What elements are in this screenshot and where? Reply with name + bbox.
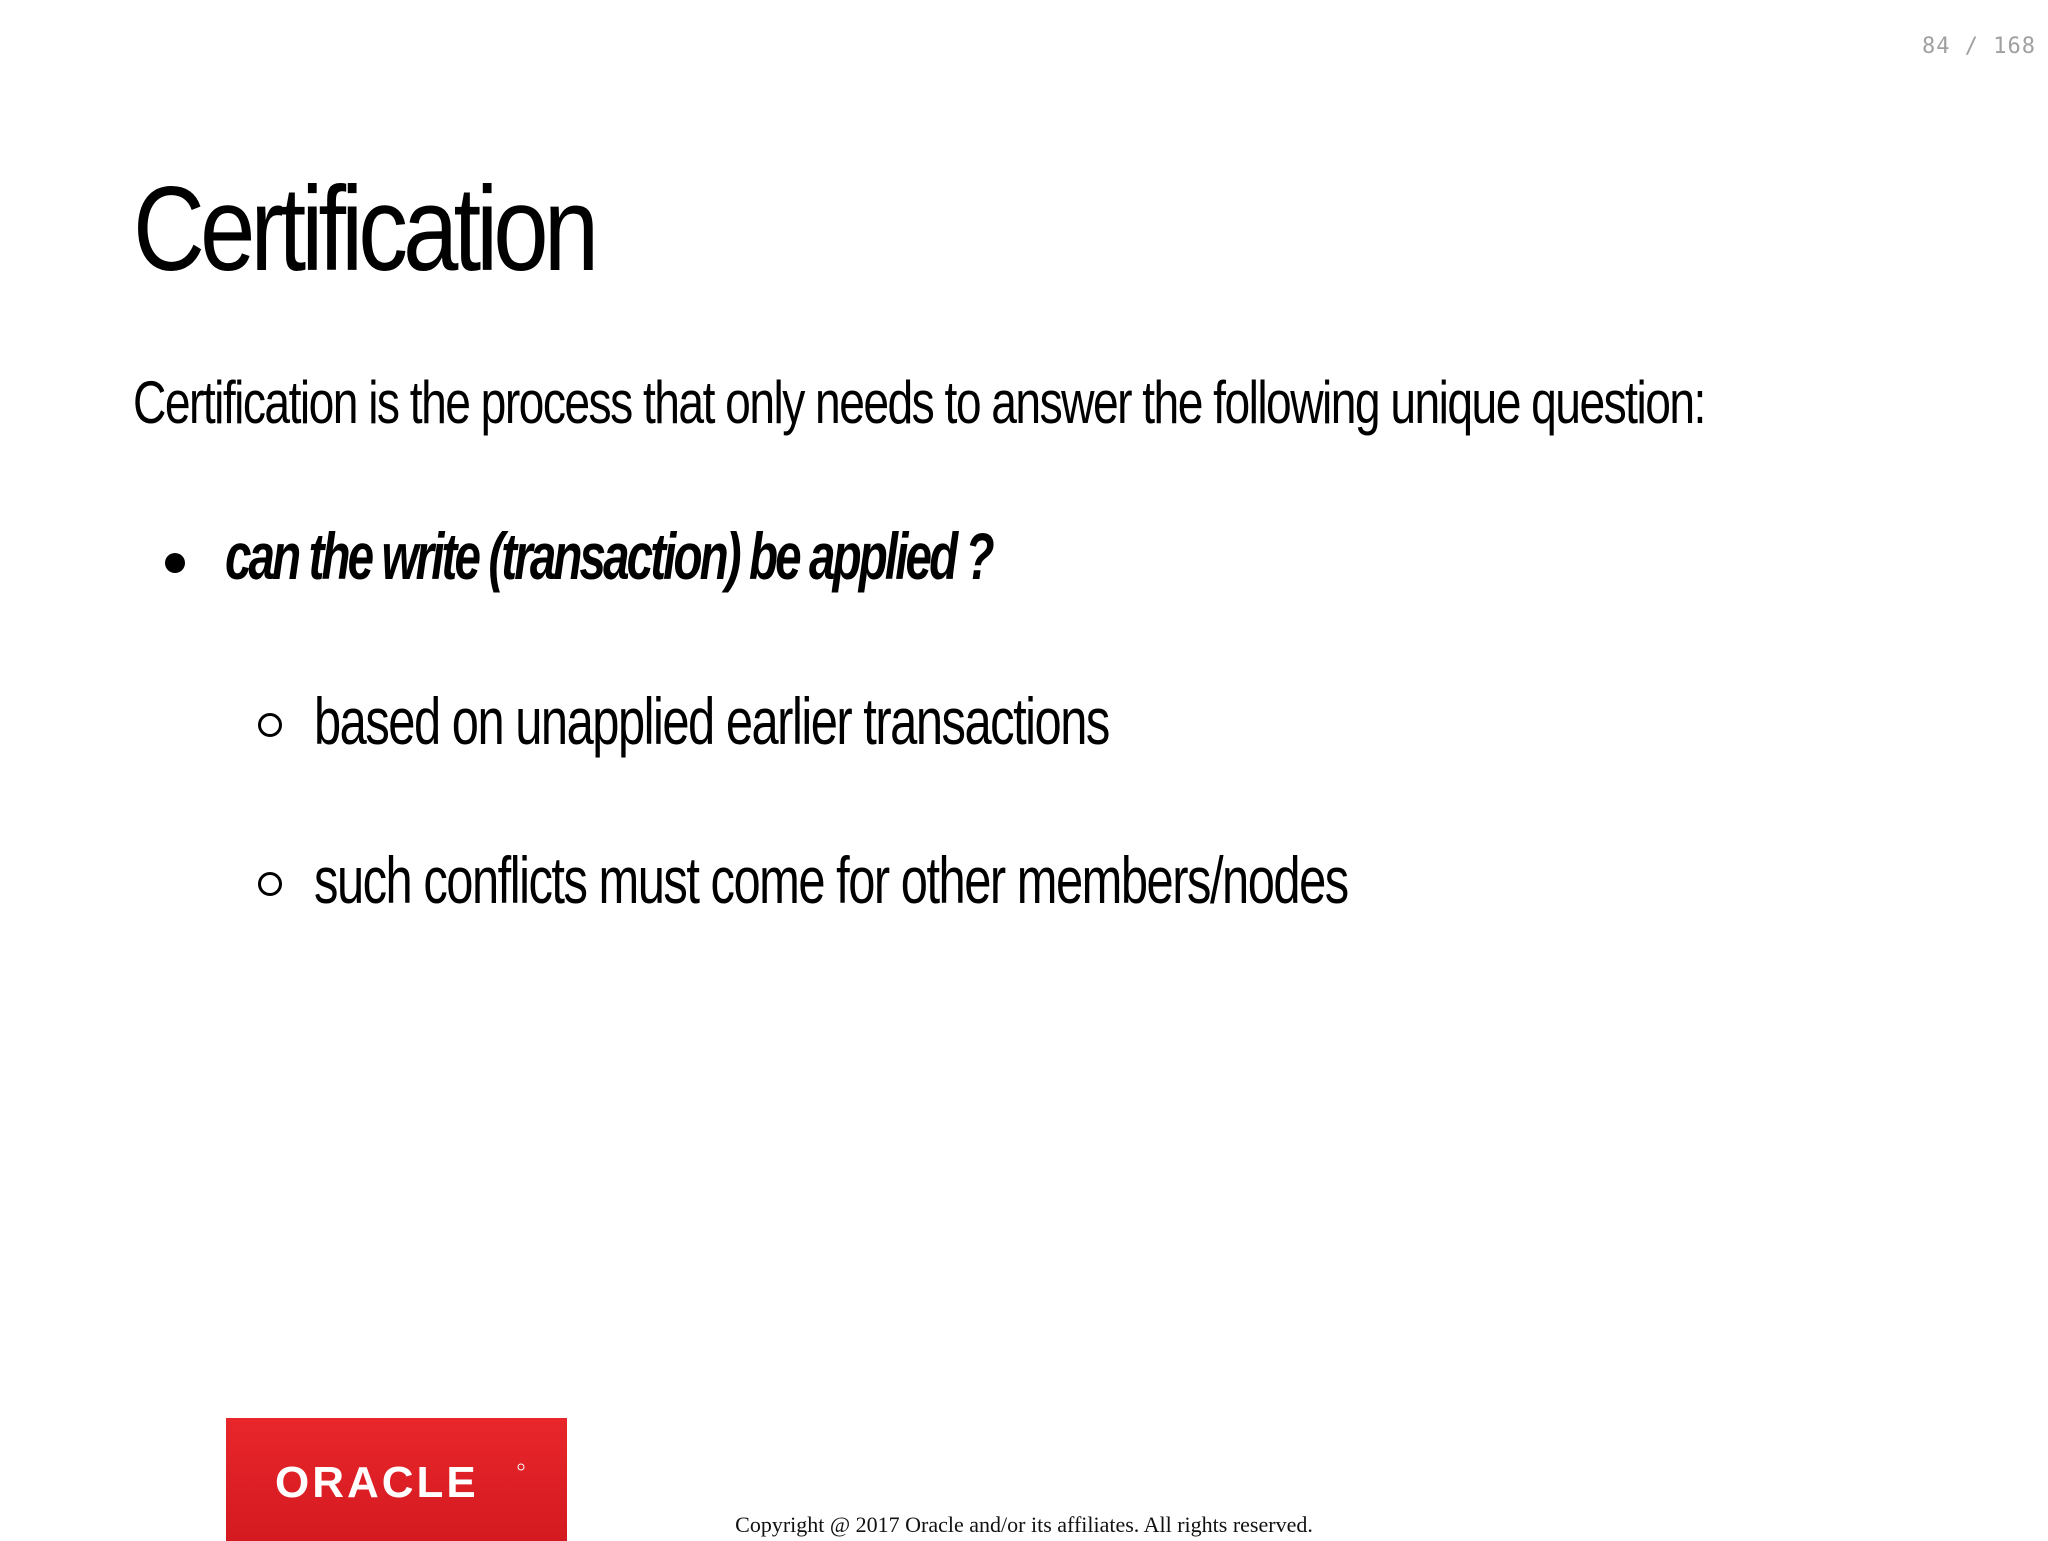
hollow-circle-icon — [258, 713, 282, 737]
main-bullet-text: can the write (transaction) be applied ? — [225, 519, 992, 593]
slide-counter: 84 / 168 — [1922, 34, 2036, 59]
sub-bullet-text: based on unapplied earlier transactions — [314, 684, 1109, 758]
svg-text:ORACLE: ORACLE — [275, 1458, 479, 1507]
slide-title: Certification — [133, 162, 595, 296]
hollow-circle-icon — [258, 872, 282, 896]
intro-text: Certification is the process that only needs to answer the following unique question: — [133, 369, 1705, 436]
copyright-notice: Copyright @ 2017 Oracle and/or its affiliates. All rights reserved. — [735, 1512, 1313, 1537]
bullet-dot-icon — [165, 553, 185, 573]
sub-bullet-text: such conflicts must come for other members/nodes — [314, 843, 1348, 917]
